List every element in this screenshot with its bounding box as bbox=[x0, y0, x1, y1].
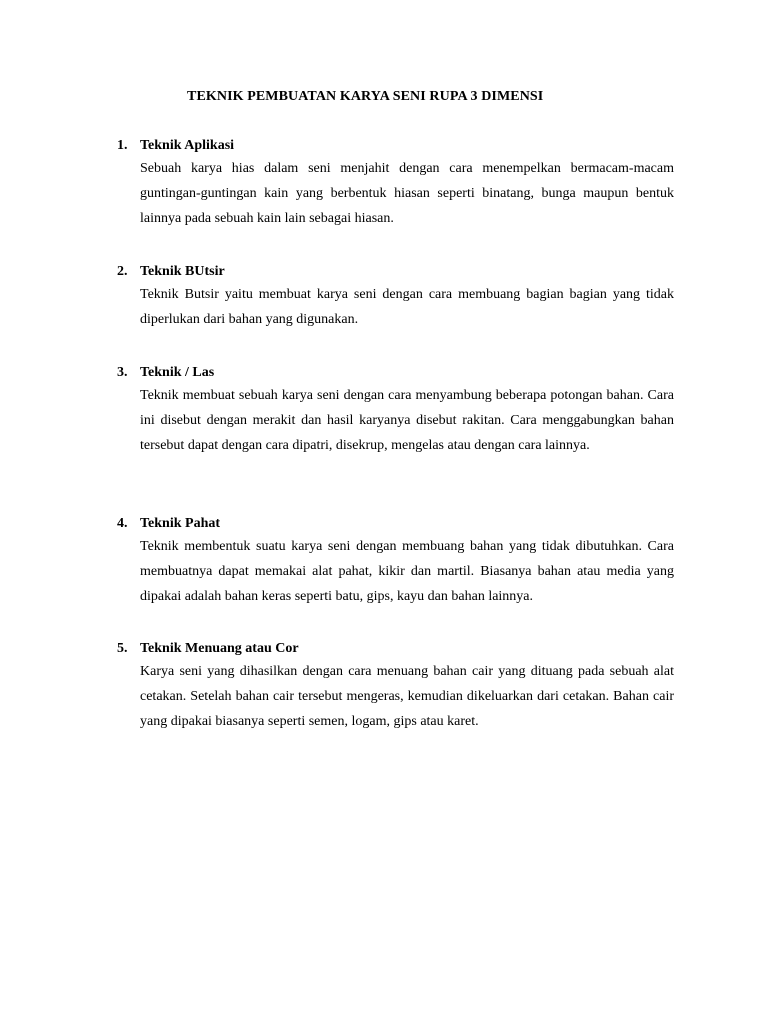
section-heading-text: Teknik Aplikasi bbox=[140, 138, 235, 153]
section-heading-text: Teknik Menuang atau Cor bbox=[140, 641, 299, 656]
section-heading bbox=[117, 138, 234, 154]
section-number: 3. bbox=[117, 365, 128, 380]
section-paragraph: Karya seni yang dihasilkan dengan cara menuang bahan cair yang dituang pada sebuah alat cetakan. Setelah bahan cair tersebut mengeras, kemudian dikeluarkan dari cetakan. Bahan cair yang dipakai biasanya seperti semen, logam, gips atau karet. bbox=[140, 664, 674, 730]
section-number: 2. bbox=[117, 264, 128, 279]
section-heading bbox=[117, 516, 220, 532]
section-paragraph: Teknik membuat sebuah karya seni dengan cara menyambung beberapa potongan bahan. Cara ini disebut dengan merakit dan hasil karyanya disebut rakitan. Cara menggabungkan bahan tersebut dapat dengan cara dipatri, disekrup, mengelas atau dengan cara lainnya. bbox=[140, 388, 674, 454]
document-title: TEKNIK PEMBUATAN KARYA SENI RUPA 3 DIMENSI bbox=[187, 89, 544, 104]
section-paragraph: Teknik membentuk suatu karya seni dengan membuang bahan yang tidak dibutuhkan. Cara membuatnya dapat memakai alat pahat, kikir dan martil. Biasanya bahan atau media yang dipakai adalah bahan keras seperti batu, gips, kayu dan bahan lainnya. bbox=[140, 539, 674, 605]
section-paragraph: Sebuah karya hias dalam seni menjahit dengan cara menempelkan bermacam-macam guntingan-guntingan kain yang berbentuk hiasan seperti binatang, bunga maupun bentuk lainnya pada sebuah kain lain sebagai hiasan. bbox=[140, 161, 674, 227]
section-heading bbox=[117, 264, 225, 280]
section-number: 1. bbox=[117, 138, 128, 153]
section-heading bbox=[117, 365, 214, 381]
section-number: 5. bbox=[117, 641, 128, 656]
section-heading-text: Teknik BUtsir bbox=[140, 264, 225, 279]
section-paragraph: Teknik Butsir yaitu membuat karya seni dengan cara membuang bagian bagian yang tidak diperlukan dari bahan yang digunakan. bbox=[140, 287, 674, 328]
section-heading bbox=[117, 641, 299, 657]
section-heading-text: Teknik / Las bbox=[140, 365, 215, 380]
section-number: 4. bbox=[117, 516, 128, 531]
section-heading-text: Teknik Pahat bbox=[140, 516, 221, 531]
